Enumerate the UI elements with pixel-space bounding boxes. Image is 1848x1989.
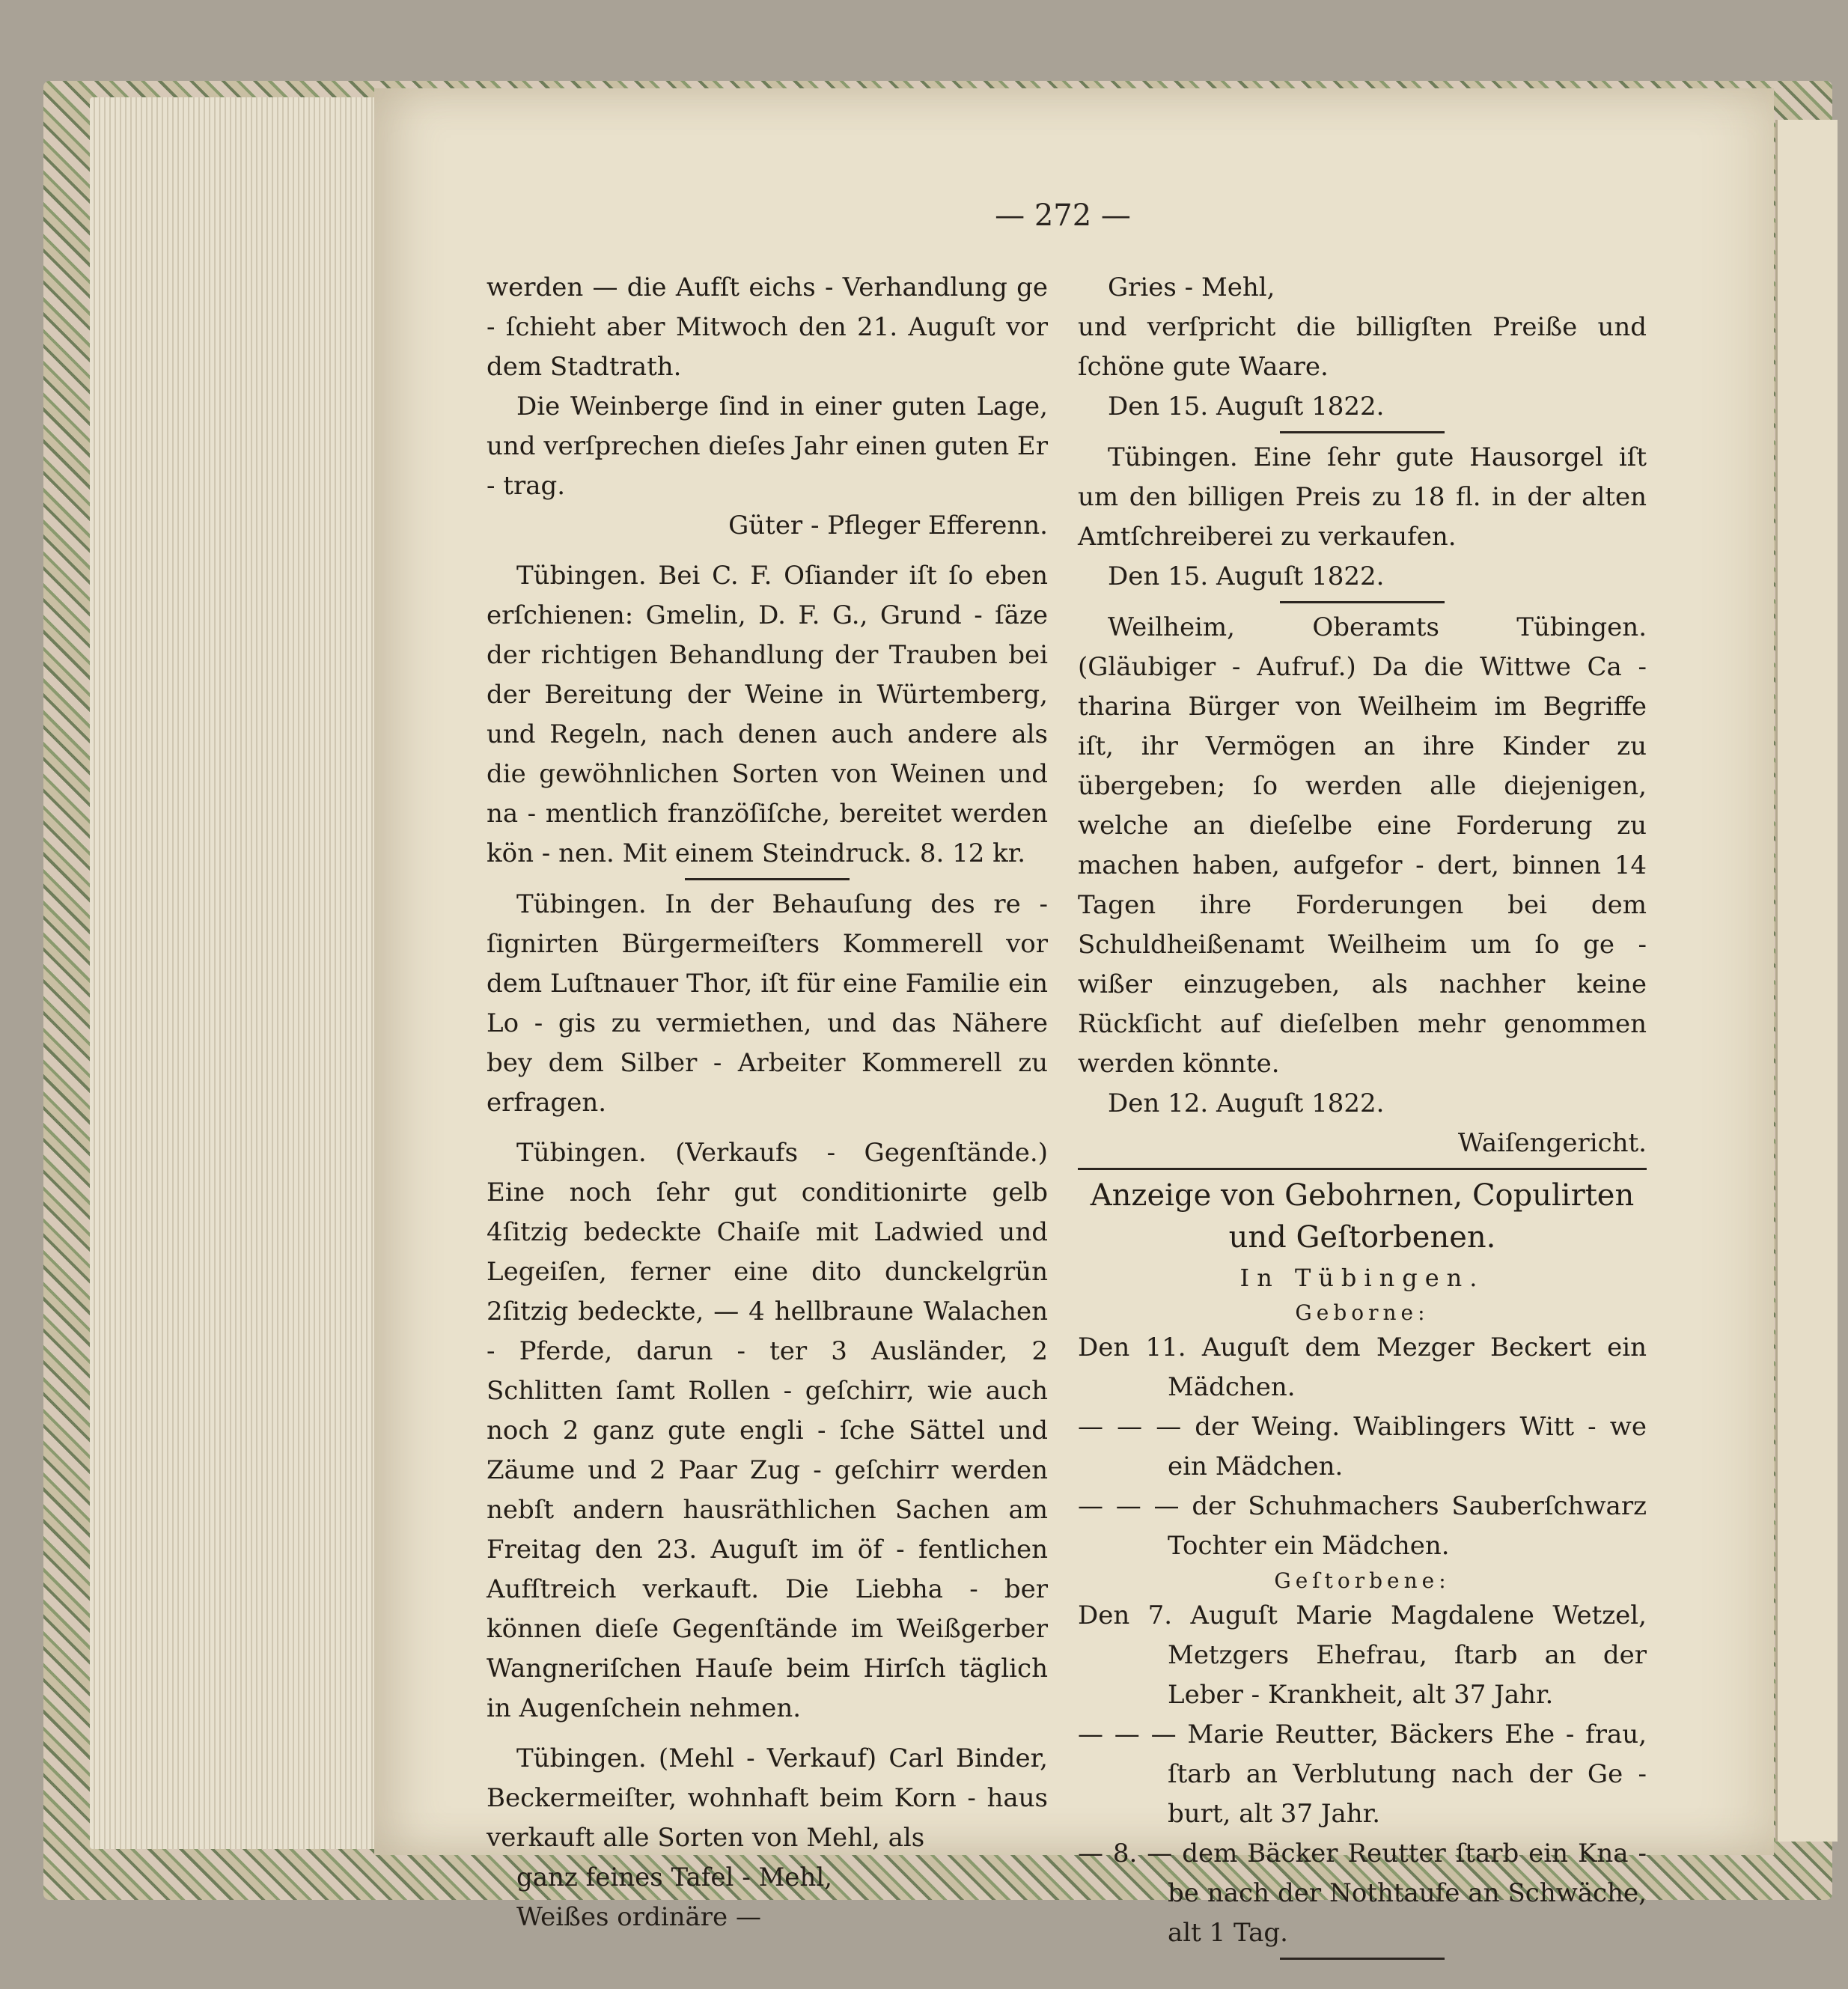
paragraph: Tübingen. In der Behauſung des re - ſignirten Bürgermeiſters Kommerell vor dem Luſtnauer Thor, iſt für eine Familie ein Lo - gis zu vermiethen, und das Nähere bey dem Silber - Arbeiter Kommerell zu erfragen. — [487, 889, 1048, 1118]
date-line: Den 15. Auguſt 1822. — [1108, 561, 1385, 591]
divider — [685, 878, 850, 880]
paragraph: Tübingen. Bei C. F. Oſiander iſt ſo eben erſchienen: Gmelin, D. F. G., Grund - ſäze der richtigen Behandlung der Trauben bei der Bereitung der Weine in Würtemberg, und Regeln, nach denen auch andere als die gewöhnlichen Sorten von Weinen und na - mentlich franzöſiſche, bereitet werden kön - nen. Mit einem Steindruck. 8. 12 kr. — [487, 561, 1048, 868]
record-entry: — 8. — dem Bäcker Reutter ſtarb ein Kna - be nach der Nothtaufe an Schwäche, alt 1 Tag. — [1078, 1839, 1647, 1948]
left-column — [487, 268, 1048, 1937]
paragraph: Tübingen. Eine ſehr gute Hausorgel iſt um den billigen Preis zu 18 fl. in der alten Amtſchreiberei zu verkaufen. — [1078, 442, 1647, 552]
paragraph: Die Weinberge ſind in einer guten Lage, und verſprechen dieſes Jahr einen guten Er - trag. — [487, 392, 1048, 501]
sub-heading: In Tübingen. — [1239, 1264, 1485, 1292]
right-column — [1078, 268, 1647, 1964]
date-line: Den 12. Auguſt 1822. — [1108, 1088, 1385, 1118]
signature: Güter - Pfleger Efferenn. — [728, 511, 1048, 540]
page-number: — 272 — — [995, 198, 1131, 233]
divider — [1280, 431, 1445, 433]
signature: Waiſengericht. — [1457, 1128, 1647, 1158]
record-entry: Den 11. Auguſt dem Mezger Beckert ein Mädchen. — [1078, 1332, 1647, 1402]
page-edges — [90, 97, 389, 1849]
section-heading-block — [1078, 1175, 1647, 1258]
list-item: Gries - Mehl, — [1108, 272, 1275, 302]
divider — [1280, 601, 1445, 603]
record-entry: — — — der Weing. Waiblingers Witt - we ein Mädchen. — [1078, 1412, 1647, 1481]
paragraph: Tübingen. (Verkaufs - Gegenſtände.) Eine noch ſehr gut conditionirte gelb 4ſitzig bedeckte Chaiſe mit Ladwied und Legeiſen, ferner eine dito dunckelgrün 2ſitzig bedeckte, — 4 hellbraune Walachen - Pferde, darun - ter 3 Ausländer, 2 Schlitten ſamt Rollen - geſchirr, wie auch noch 2 ganz gute engli - ſche Sättel und Zäume und 2 Paar Zug - geſchirr werden nebſt andern hausräthlichen Sachen am Freitag den 23. Auguſt im öf - fentlichen Aufſtreich verkauft. Die Liebha - ber können dieſe Gegenſtände im Weißgerber Wangneriſchen Hauſe beim Hirſch täglich in Augenſchein nehmen. — [487, 1138, 1048, 1723]
section-divider — [1078, 1168, 1647, 1170]
paragraph: Tübingen. (Mehl - Verkauf) Carl Binder, Beckermeiſter, wohnhaft beim Korn - haus verkauft alle Sorten von Mehl, als — [487, 1743, 1048, 1853]
paragraph: und verſpricht die billigſten Preiße und ſchöne gute Waare. — [1078, 312, 1647, 382]
next-page-edge — [1775, 120, 1838, 1842]
list-item: Weißes ordinäre — — [516, 1902, 761, 1932]
record-entry: Den 7. Auguſt Marie Magdalene Wetzel, Metzgers Ehefrau, ſtarb an der Leber - Krankheit, alt 37 Jahr. — [1078, 1600, 1647, 1710]
end-divider — [1280, 1958, 1445, 1960]
date-line: Den 15. Auguſt 1822. — [1108, 392, 1385, 421]
deaths-label: Geſtorbene: — [1274, 1568, 1451, 1593]
births-label: Geborne: — [1295, 1300, 1430, 1325]
list-item: ganz feines Tafel - Mehl, — [516, 1862, 833, 1892]
paragraph: werden — die Aufſt eichs - Verhandlung ge - ſchieht aber Mitwoch den 21. Auguſt vor dem Stadtrath. — [487, 272, 1048, 382]
record-entry: — — — Marie Reutter, Bäckers Ehe - frau, ſtarb an Verblutung nach der Ge - burt, alt 37 Jahr. — [1078, 1720, 1647, 1829]
paragraph: Weilheim, Oberamts Tübingen. (Gläubiger - Aufruf.) Da die Wittwe Ca - tharina Bürger von Weilheim im Begriffe iſt, ihr Vermögen an ihre Kinder zu übergeben; ſo werden alle diejenigen, welche an dieſelbe eine Forderung zu machen haben, aufgefor - dert, binnen 14 Tagen ihre Forderungen bei dem Schuldheißenamt Weilheim um ſo ge - wißer einzugeben, als nachher keine Rückſicht auf dieſelben mehr genommen werden könnte. — [1078, 612, 1647, 1079]
section-heading: Anzeige von Gebohrnen, Copulirten und Geſtorbenen. — [1090, 1178, 1635, 1255]
record-entry: — — — der Schuhmachers Sauberſchwarz Tochter ein Mädchen. — [1078, 1491, 1647, 1561]
